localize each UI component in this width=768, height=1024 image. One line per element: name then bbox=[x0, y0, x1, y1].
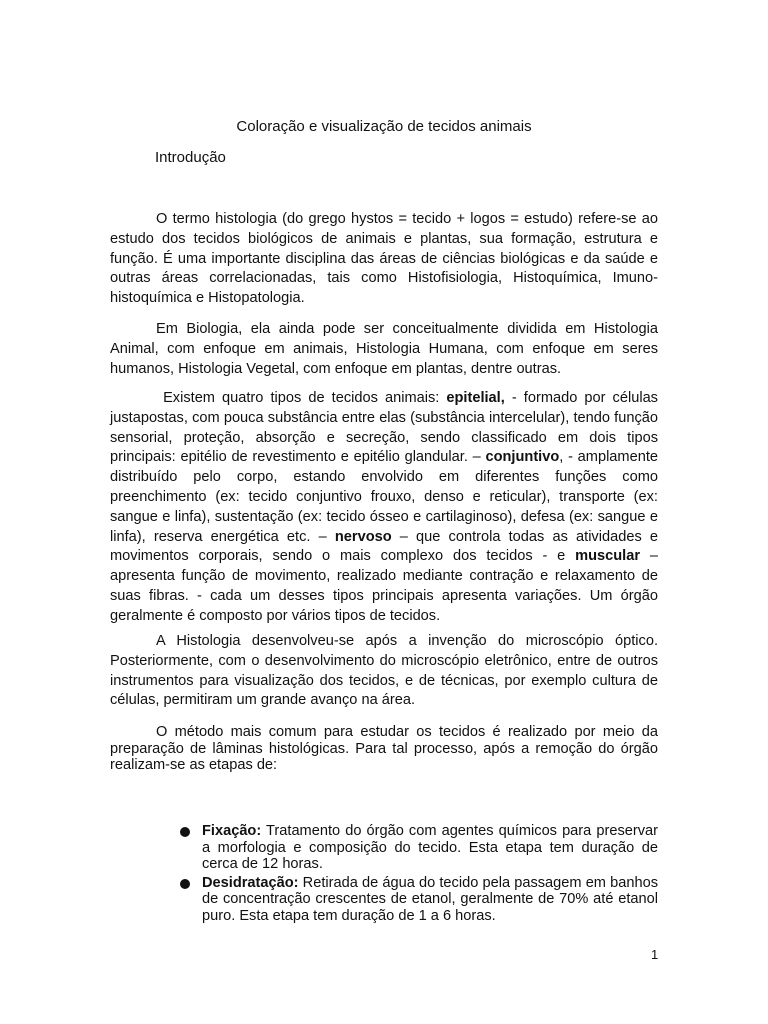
paragraph-slide-preparation bbox=[110, 724, 658, 774]
term-conjuntivo: conjuntivo bbox=[485, 449, 560, 466]
step-label: Desidratação: bbox=[202, 874, 299, 891]
term-muscular: muscular bbox=[575, 548, 641, 565]
bullet-icon bbox=[180, 827, 190, 837]
term-epitelial: epitelial, bbox=[446, 390, 505, 406]
paragraph-histology-divisions bbox=[110, 320, 658, 379]
step-text: Tratamento do órgão com agentes químicos para preservar a morfologia e composição do tecido. Esta etapa tem duração de cerca de 12 horas. bbox=[202, 823, 658, 872]
paragraph-text: – que controla todas as atividades e movimentos corporais, sendo o mais complexo dos tecidos - e bbox=[110, 528, 658, 565]
paragraph-text: - formado por células justapostas, com pouca substância entre elas (substância intercelular), tendo função sensorial, proteção, absorção e secreção, sendo classificado em dois tipos principais: epitélio de revestimento e epitélio glandular. – bbox=[110, 390, 658, 466]
paragraph-text: O termo histologia (do grego hystos = tecido + logos = estudo) refere-se ao estudo dos tecidos biológicos de animais e plantas, sua formação, estrutura e função. É uma importante disciplina das áreas de ciências biológicas e da saúde e outras áreas correlacionadas, tais como Histofisiologia, Histoquímica, Imuno-histoquímica e Histopatologia. bbox=[110, 211, 658, 307]
paragraph-text: O método mais comum para estudar os tecidos é realizado por meio da preparação de lâminas histológicas. Para tal processo, após a remoção do órgão realizam-se as etapas de: bbox=[110, 724, 658, 773]
paragraph-text: Existem quatro tipos de tecidos animais: bbox=[156, 390, 447, 406]
step-text: Retirada de água do tecido pela passagem em banhos de concentração crescentes de etanol, geralmente de 70% até etanol puro. Esta etapa tem duração de 1 a 6 horas. bbox=[202, 874, 658, 924]
bullet-icon bbox=[180, 879, 190, 889]
list-item bbox=[180, 823, 658, 873]
term-nervoso: nervoso bbox=[334, 528, 392, 545]
page-title: Coloração e visualização de tecidos animais bbox=[236, 118, 532, 135]
paragraph-text: A Histologia desenvolveu-se após a invenção do microscópio óptico. Posteriormente, com o desenvolvimento do microscópio eletrônico, entre de outros instrumentos para visualização dos tecidos, e de técnicas, por exemplo cultura de células, permitiram um grande avanço na área. bbox=[110, 633, 658, 709]
preparation-steps-list bbox=[180, 823, 658, 926]
paragraph-microscope-history bbox=[110, 632, 658, 711]
page-number: 1 bbox=[651, 947, 659, 962]
paragraph-text: – apresenta função de movimento, realizado mediante contração e relaxamento de suas fibras. - cada um desses tipos principais apresenta variações. Um órgão geralmente é composto por vários tipos de tecidos. bbox=[110, 548, 658, 624]
step-label: Fixação: bbox=[202, 823, 262, 839]
paragraph-tissue-types bbox=[110, 389, 658, 627]
paragraph-text: Em Biologia, ela ainda pode ser conceitualmente dividida em Histologia Animal, com enfoque em animais, Histologia Humana, com enfoque em seres humanos, Histologia Vegetal, com enfoque em plantas, dentre outras. bbox=[110, 321, 658, 377]
section-heading: Introdução bbox=[155, 149, 226, 166]
list-item bbox=[180, 875, 658, 925]
paragraph-histology-definition bbox=[110, 210, 658, 309]
paragraph-text: , - amplamente distribuído pelo corpo, estando envolvido em diferentes funções como preenchimento (ex: tecido conjuntivo frouxo, denso e reticular), transporte (ex: sangue e linfa), sustentação (ex: tecido ósseo e cartilaginoso), defesa (ex: sangue e linfa), reserva energética etc. – bbox=[110, 449, 658, 545]
